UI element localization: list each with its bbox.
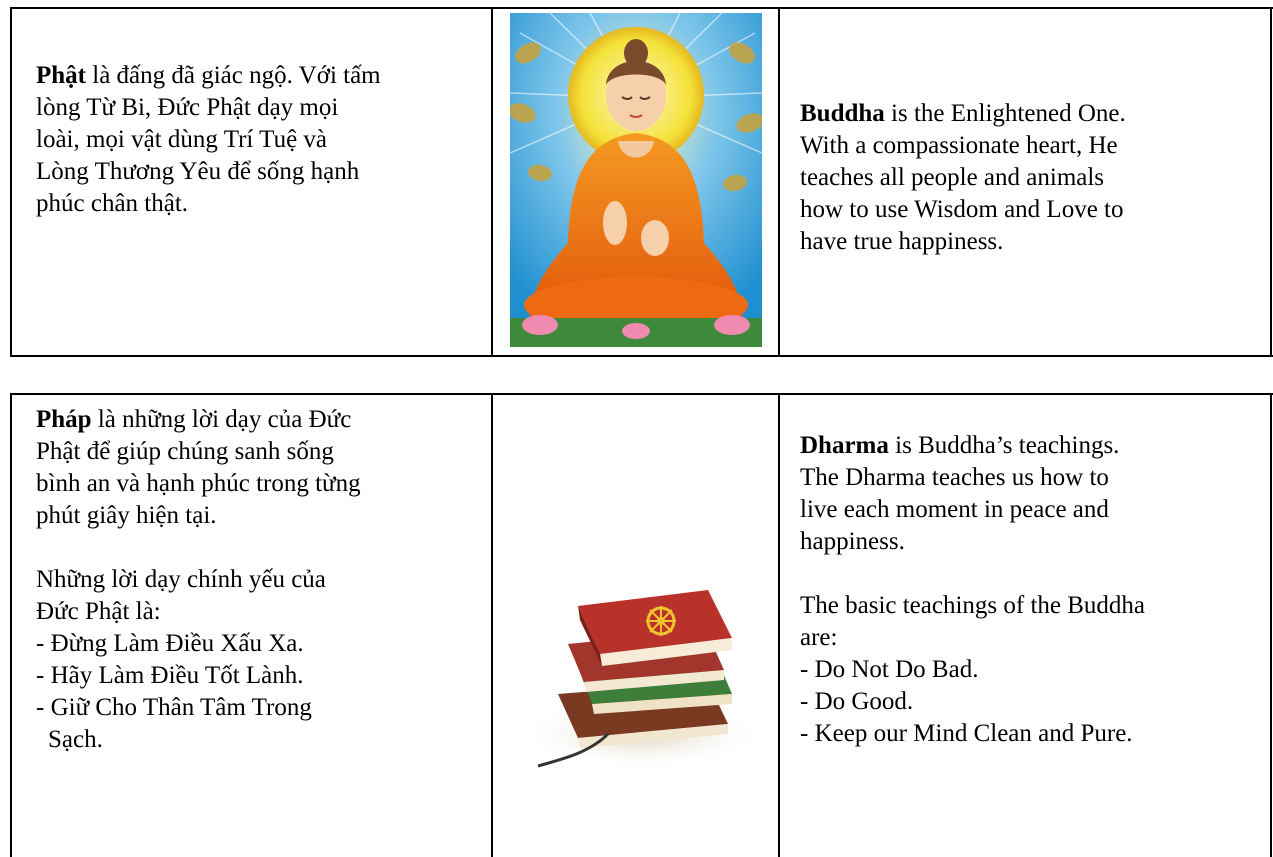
- buddha-image: [510, 13, 762, 347]
- dharma-vi-intro: Đức Phật là:: [36, 598, 161, 625]
- dharma-en-line: The Dharma teaches us how to: [800, 464, 1109, 491]
- dharma-vi-item: - Giữ Cho Thân Tâm Trong: [36, 694, 312, 721]
- buddha-en-line: have true happiness.: [800, 228, 1004, 255]
- buddha-en-term: Buddha: [800, 100, 885, 127]
- dharma-en-intro: are:: [800, 624, 838, 651]
- dharma-vi-line: là những lời dạy của Đức: [97, 406, 352, 433]
- dharma-vi-item: Sạch.: [48, 726, 103, 753]
- dharma-en-item: - Do Not Do Bad.: [800, 656, 979, 683]
- buddha-en-line: teaches all people and animals: [800, 164, 1105, 191]
- dharma-vi-intro: Những lời dạy chính yếu của: [36, 566, 326, 593]
- dharma-en-line: is Buddha’s teachings.: [895, 432, 1120, 459]
- dharma-vi-line: phút giây hiện tại.: [36, 502, 217, 529]
- table1-divider-2: [778, 7, 780, 357]
- table2-border-right: [1270, 393, 1272, 857]
- dharma-en-line: live each moment in peace and: [800, 496, 1109, 523]
- buddha-english-text: [800, 98, 1245, 258]
- dharma-books-image: [518, 584, 766, 770]
- dharma-en-term: Dharma: [800, 432, 889, 459]
- buddha-vi-term: Phật: [36, 62, 86, 89]
- table1-border-left: [10, 7, 12, 357]
- table2-divider-2: [778, 393, 780, 857]
- dharma-vi-item: - Đừng Làm Điều Xấu Xa.: [36, 630, 304, 657]
- dharma-vi-line: bình an và hạnh phúc trong từng: [36, 470, 361, 497]
- buddha-en-line: how to use Wisdom and Love to: [800, 196, 1124, 223]
- dharma-wheel-icon: [644, 604, 678, 638]
- buddha-en-line: With a compassionate heart, He: [800, 132, 1118, 159]
- table1-border-bottom: [10, 355, 1273, 357]
- dharma-en-item: - Keep our Mind Clean and Pure.: [800, 720, 1133, 747]
- dharma-en-intro: The basic teachings of the Buddha: [800, 592, 1146, 619]
- buddha-vi-line: phúc chân thật.: [36, 190, 189, 217]
- buddha-vi-line: Lòng Thương Yêu để sống hạnh: [36, 158, 360, 185]
- dharma-en-line: happiness.: [800, 528, 905, 555]
- buddha-vi-line: lòng Từ Bi, Đức Phật dạy mọi: [36, 94, 339, 121]
- table1-border-top: [10, 7, 1273, 9]
- buddha-vi-line: là đấng đã giác ngộ. Với tấm: [92, 62, 381, 89]
- table1-border-right: [1270, 7, 1272, 357]
- dharma-vi-line: Phật để giúp chúng sanh sống: [36, 438, 334, 465]
- buddha-vietnamese-text: [36, 60, 494, 220]
- dharma-english-text: [800, 430, 1245, 750]
- dharma-en-item: - Do Good.: [800, 688, 914, 715]
- buddha-en-line: is the Enlightened One.: [891, 100, 1126, 127]
- dharma-vietnamese-text: [36, 404, 482, 756]
- table2-divider-1: [491, 393, 493, 857]
- dharma-vi-term: Pháp: [36, 406, 92, 433]
- table2-border-top: [10, 393, 1273, 395]
- buddha-vi-line: loài, mọi vật dùng Trí Tuệ và: [36, 126, 328, 153]
- table2-border-left: [10, 393, 12, 857]
- dharma-vi-item: - Hãy Làm Điều Tốt Lành.: [36, 662, 304, 689]
